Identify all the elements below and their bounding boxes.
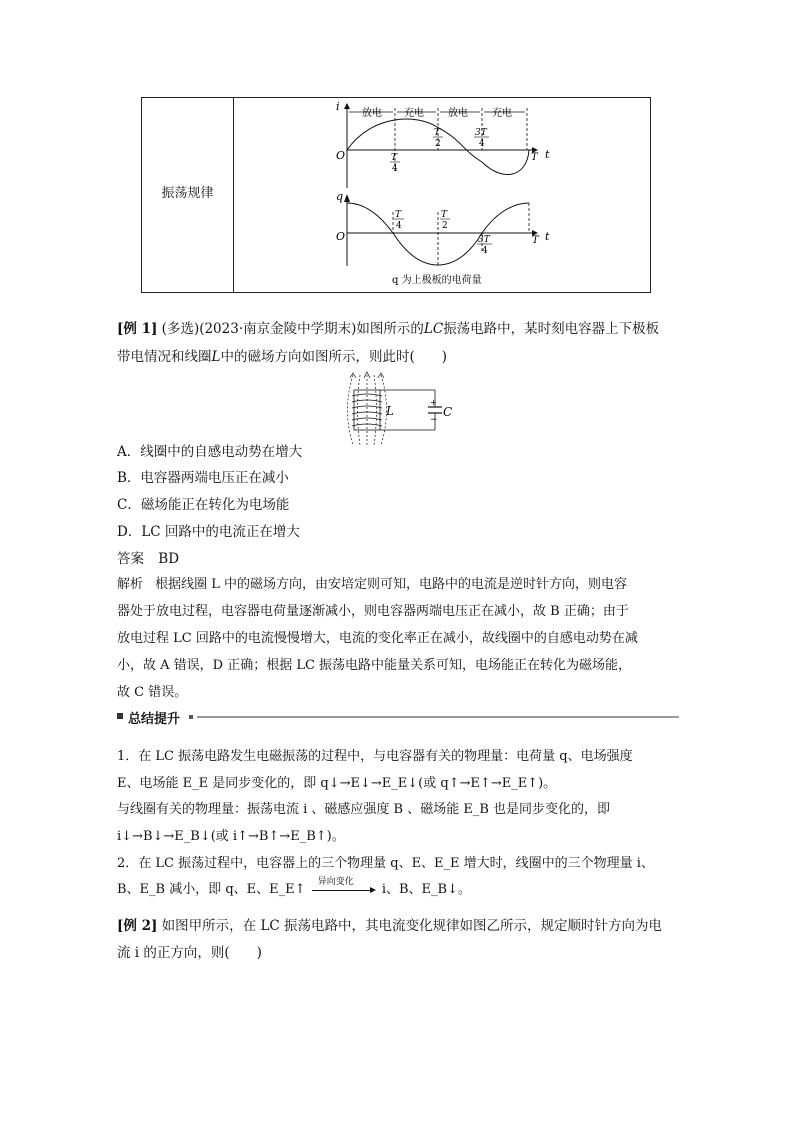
oscillation-graphs (237, 100, 647, 290)
tick-label: T (395, 210, 402, 220)
bullet-icon (117, 713, 123, 719)
analysis-line: 器处于放电过程，电容器电荷量逐渐减小，则电容器两端电压正在减小，故 B 正确；由于 (117, 604, 629, 619)
option-b: B．电容器两端电压正在减小 (117, 470, 289, 486)
analysis-line (117, 573, 627, 592)
origin-label: O (336, 149, 346, 162)
i-axis-label: i (336, 100, 340, 113)
origin-label: O (336, 230, 346, 243)
arrow-line (312, 890, 372, 891)
tick-label: 4 (482, 246, 488, 256)
answer-line (117, 547, 179, 567)
option-a: A．线圈中的自感电动势在增大 (117, 444, 303, 460)
analysis-line: 小，故 A 错误，D 正确；根据 LC 振荡电路中能量关系可知，电场能正在转化为磁场能， (117, 658, 632, 673)
capacitor-label: C (443, 405, 453, 419)
summary-text: i、B、E_B↓。 (381, 882, 471, 897)
tick-label: 2 (435, 139, 441, 149)
charge-graph (336, 190, 550, 286)
summary-line: E、电场能 E_E 是同步变化的，即 q↓→E↓→E_E↓(或 q↑→E↑→E_E↑)。 (117, 776, 557, 791)
lc-symbol: LC (423, 321, 444, 337)
t-axis-label: t (545, 148, 550, 161)
phase-label: 放电 (362, 108, 382, 119)
period-label: T (531, 152, 538, 163)
arrow-with-label (310, 876, 378, 897)
ex1-line1 (117, 317, 659, 337)
analysis-label: 解析 (117, 577, 144, 592)
ex1-text: 带电情况和线圈 (117, 349, 212, 365)
summary-title: 总结提升 (128, 712, 181, 727)
tick-label: 4 (396, 221, 402, 231)
phase-label: 充电 (404, 108, 424, 119)
analysis-line: 放电过程 LC 回路中的电流慢慢增大，电流的变化率正在减小，故线圈中的自感电动势在减 (117, 631, 638, 646)
ex2-line1 (117, 914, 662, 934)
tick-label: T (434, 128, 441, 138)
ex1-line2 (117, 345, 447, 365)
summary-header (117, 708, 679, 726)
analysis-line: 故 C 错误。 (117, 685, 188, 700)
tick-label: T (391, 153, 398, 163)
tick-label: 3T (478, 235, 490, 245)
graph-caption: q 为上极板的电荷量 (392, 275, 482, 286)
tick-label: 3T (475, 128, 487, 138)
lc-circuit-figure (340, 370, 460, 450)
option-c: C．磁场能正在转化为电场能 (117, 497, 290, 513)
summary-line: 2．在 LC 振荡过程中，电容器上的三个物理量 q、E、E_E 增大时，线圈中的三个物理量 i、 (117, 856, 654, 871)
analysis-text: 根据线圈 L 中的磁场方向，由安培定则可知，电路中的电流是逆时针方向，则电容 (155, 577, 628, 592)
tick-label: 2 (442, 221, 448, 231)
answer-label: 答案 (117, 551, 144, 567)
plus-sign: + (430, 398, 437, 407)
q-axis-label: q (336, 190, 344, 203)
ex2-line2: 流 i 的正方向，则( ) (117, 945, 262, 961)
answer-value: BD (158, 551, 180, 567)
phase-label: 充电 (492, 108, 512, 119)
summary-line: i↓→B↓→E_B↓(或 i↑→B↑→E_B↑)。 (117, 829, 345, 844)
summary-line: 与线圈有关的物理量：振荡电流 i 、磁感应强度 B 、磁场能 E_B 也是同步变化的，即 (117, 802, 611, 817)
period-label: T (532, 235, 539, 246)
tick-label: 4 (479, 139, 485, 149)
table-divider (233, 98, 234, 292)
tick-label: 4 (392, 164, 398, 174)
arrow-head-icon (370, 887, 376, 893)
L-symbol: L (211, 349, 221, 365)
option-d: D．LC 回路中的电流正在增大 (117, 524, 300, 540)
summary-line (117, 878, 471, 897)
ex1-text: 振荡电路中，某时刻电容器上下极板 (443, 321, 660, 337)
tick-label: T (441, 210, 448, 220)
inductor-label: L (386, 404, 394, 418)
summary-rule (197, 716, 679, 718)
example-tag: [例 1] (117, 321, 158, 337)
current-graph (336, 100, 550, 188)
dot-icon (189, 715, 193, 719)
phase-label: 放电 (448, 108, 468, 119)
table-row-label: 振荡规律 (161, 186, 214, 201)
example-tag: [例 2] (117, 918, 158, 934)
ex1-text: 中的磁场方向如图所示，则此时( ) (220, 349, 448, 365)
summary-text: B、E_B 减小，即 q、E、E_E↑ (117, 882, 306, 897)
t-axis-label: t (545, 230, 550, 243)
ex2-text: 如图甲所示，在 LC 振荡电路中，其电流变化规律如图乙所示，规定顺时针方向为电 (161, 918, 663, 934)
minus-sign: − (430, 415, 438, 425)
summary-line: 1．在 LC 振荡电路发生电磁振荡的过程中，与电容器有关的物理量：电荷量 q、电场强度 (117, 749, 633, 764)
oscillation-table (141, 97, 651, 293)
arrow-label: 异向变化 (317, 876, 354, 887)
ex1-text: (多选)(2023·南京金陵中学期末)如图所示的 (161, 321, 424, 337)
